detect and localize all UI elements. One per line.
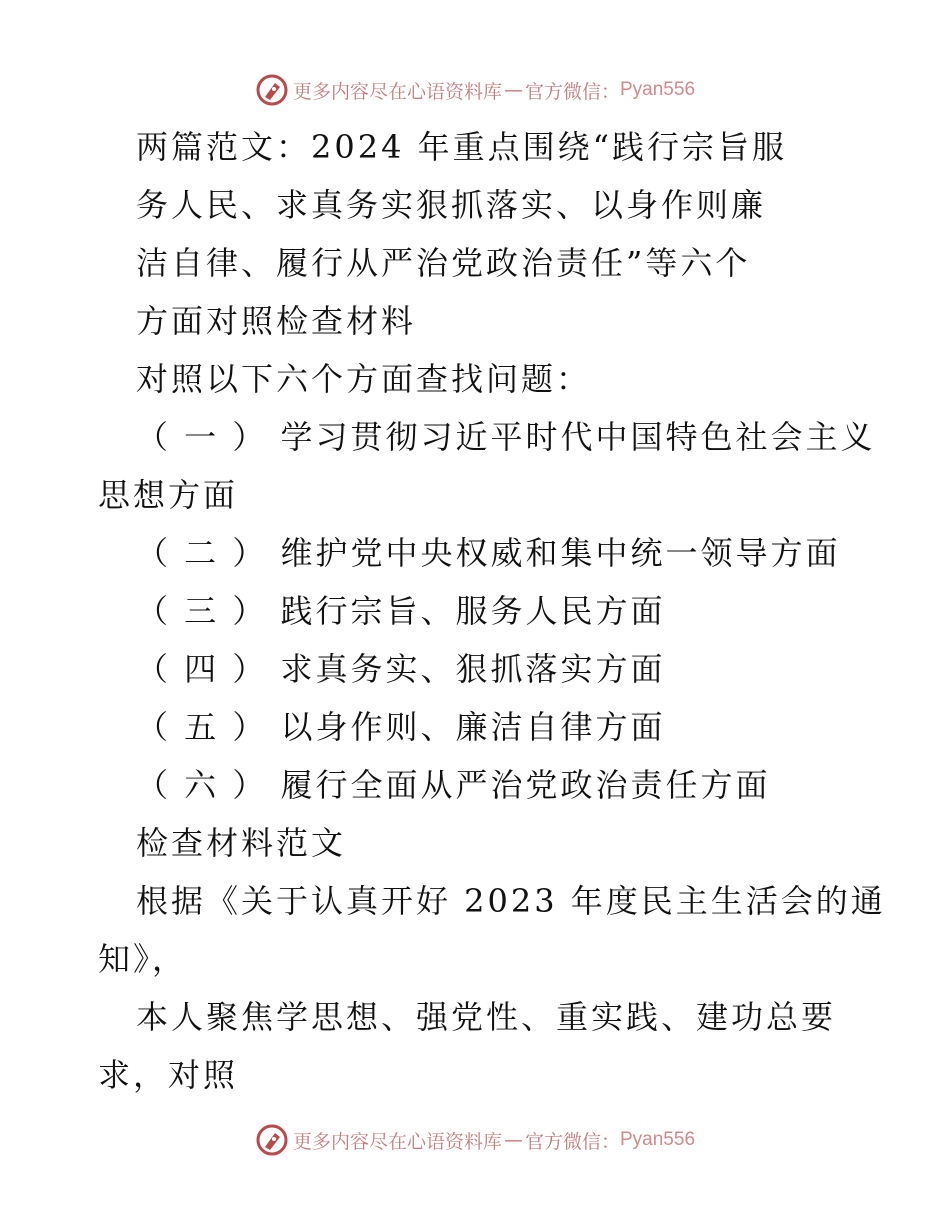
paragraph-line: 洁自律、履行从严治党政治责任”等六个 (136, 244, 751, 282)
list-item-1: （ 一 ） 学习贯彻习近平时代中国特色社会主义 (136, 418, 876, 456)
list-item-1-continued: 思想方面 (98, 476, 239, 514)
section-heading: 检查材料范文 (136, 824, 347, 862)
list-item-2: （ 二 ） 维护党中央权威和集中统一领导方面 (136, 534, 841, 572)
paragraph-line: 本人聚焦学思想、强党性、重实践、建功总要 (136, 998, 837, 1036)
paragraph-line-continued: 求，对照 (98, 1056, 239, 1094)
list-item-6: （ 六 ） 履行全面从严治党政治责任方面 (136, 766, 771, 804)
list-item-4: （ 四 ） 求真务实、狠抓落实方面 (136, 650, 666, 688)
banner-separator: — (503, 79, 523, 101)
pen-nib-circle-icon (255, 73, 289, 107)
banner-text: 更多内容尽在心语资料库 (292, 1130, 502, 1153)
banner-wechat-id: Pyan556 (620, 79, 696, 100)
header-watermark-banner (0, 70, 950, 110)
list-item-5: （ 五 ） 以身作则、廉洁自律方面 (136, 708, 666, 746)
paragraph-line: 方面对照检查材料 (136, 302, 417, 340)
paragraph-line: 对照以下六个方面查找问题： (136, 360, 592, 398)
paragraph-line-continued: 知》， (98, 940, 188, 978)
footer-watermark-banner (0, 1120, 950, 1160)
paragraph-line: 两篇范文：2024 年重点围绕“践行宗旨服 (136, 128, 787, 166)
banner-wechat-label: 官方微信： (524, 80, 620, 103)
pen-nib-circle-icon (255, 1123, 289, 1157)
paragraph-line: 务人民、求真务实狠抓落实、以身作则廉 (136, 186, 767, 224)
banner-text: 更多内容尽在心语资料库 (292, 80, 502, 103)
list-item-3: （ 三 ） 践行宗旨、服务人民方面 (136, 592, 666, 630)
banner-separator: — (503, 1129, 523, 1151)
banner-wechat-id: Pyan556 (620, 1129, 696, 1150)
document-body (98, 118, 886, 1104)
paragraph-line: 根据《关于认真开好 2023 年度民主生活会的通 (136, 882, 886, 920)
banner-wechat-label: 官方微信： (524, 1130, 620, 1153)
